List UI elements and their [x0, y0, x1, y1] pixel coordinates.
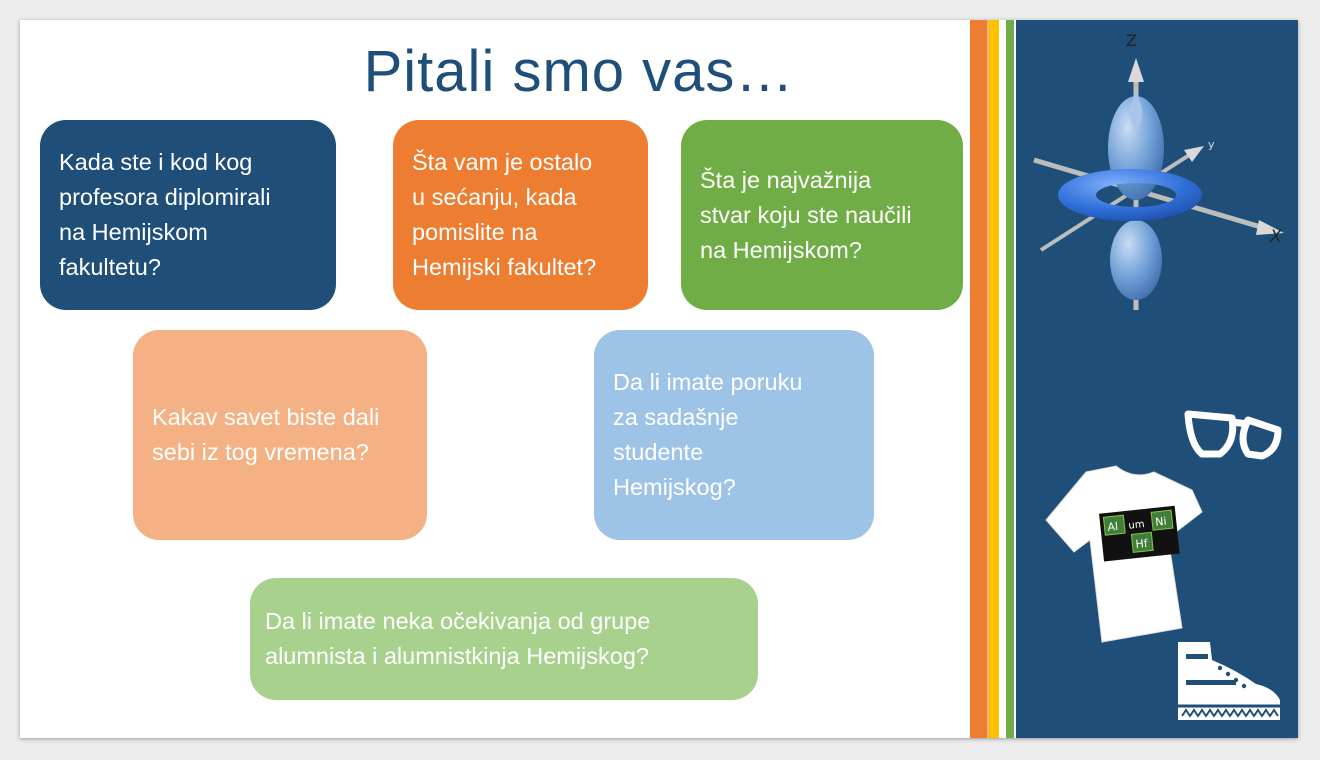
d-orbital-3d-icon: [1034, 31, 1284, 310]
question-box-3: Šta je najvažnija stvar koju ste naučili na Hemijskom?: [681, 120, 963, 310]
svg-text:Ni: Ni: [1154, 514, 1168, 529]
question-box-6: Da li imate neka očekivanja od grupe alumnista i alumnistkinja Hemijskog?: [250, 578, 758, 700]
stripe-yellow: [989, 20, 999, 738]
svg-text:X: X: [1270, 227, 1282, 247]
stripe-white: [999, 20, 1006, 738]
question-box-1: Kada ste i kod kog profesora diplomirali na Hemijskom fakultetu?: [40, 120, 336, 310]
svg-text:um: um: [1127, 519, 1146, 532]
svg-text:y: y: [1208, 138, 1215, 151]
slide-title: Pitali smo vas…: [363, 39, 795, 104]
decor-illustrations: [1016, 20, 1298, 738]
stripe-green: [1006, 20, 1014, 738]
svg-text:Z: Z: [1126, 31, 1137, 50]
svg-text:Hf: Hf: [1134, 536, 1149, 552]
question-box-2: Šta vam je ostalo u sećanju, kada pomislite na Hemijski fakultet?: [393, 120, 648, 310]
tshirt-icon: [1046, 466, 1202, 642]
decor-panel: [1016, 20, 1298, 738]
slide: [20, 20, 1298, 738]
question-box-5: Da li imate poruku za sadašnje studente Hemijskog?: [594, 330, 874, 540]
question-box-4: Kakav savet biste dali sebi iz tog vremena?: [133, 330, 427, 540]
sneaker-icon: [1178, 642, 1280, 720]
stripe-orange: [970, 20, 987, 738]
svg-text:Al: Al: [1106, 519, 1119, 534]
glasses-icon: [1188, 414, 1278, 456]
